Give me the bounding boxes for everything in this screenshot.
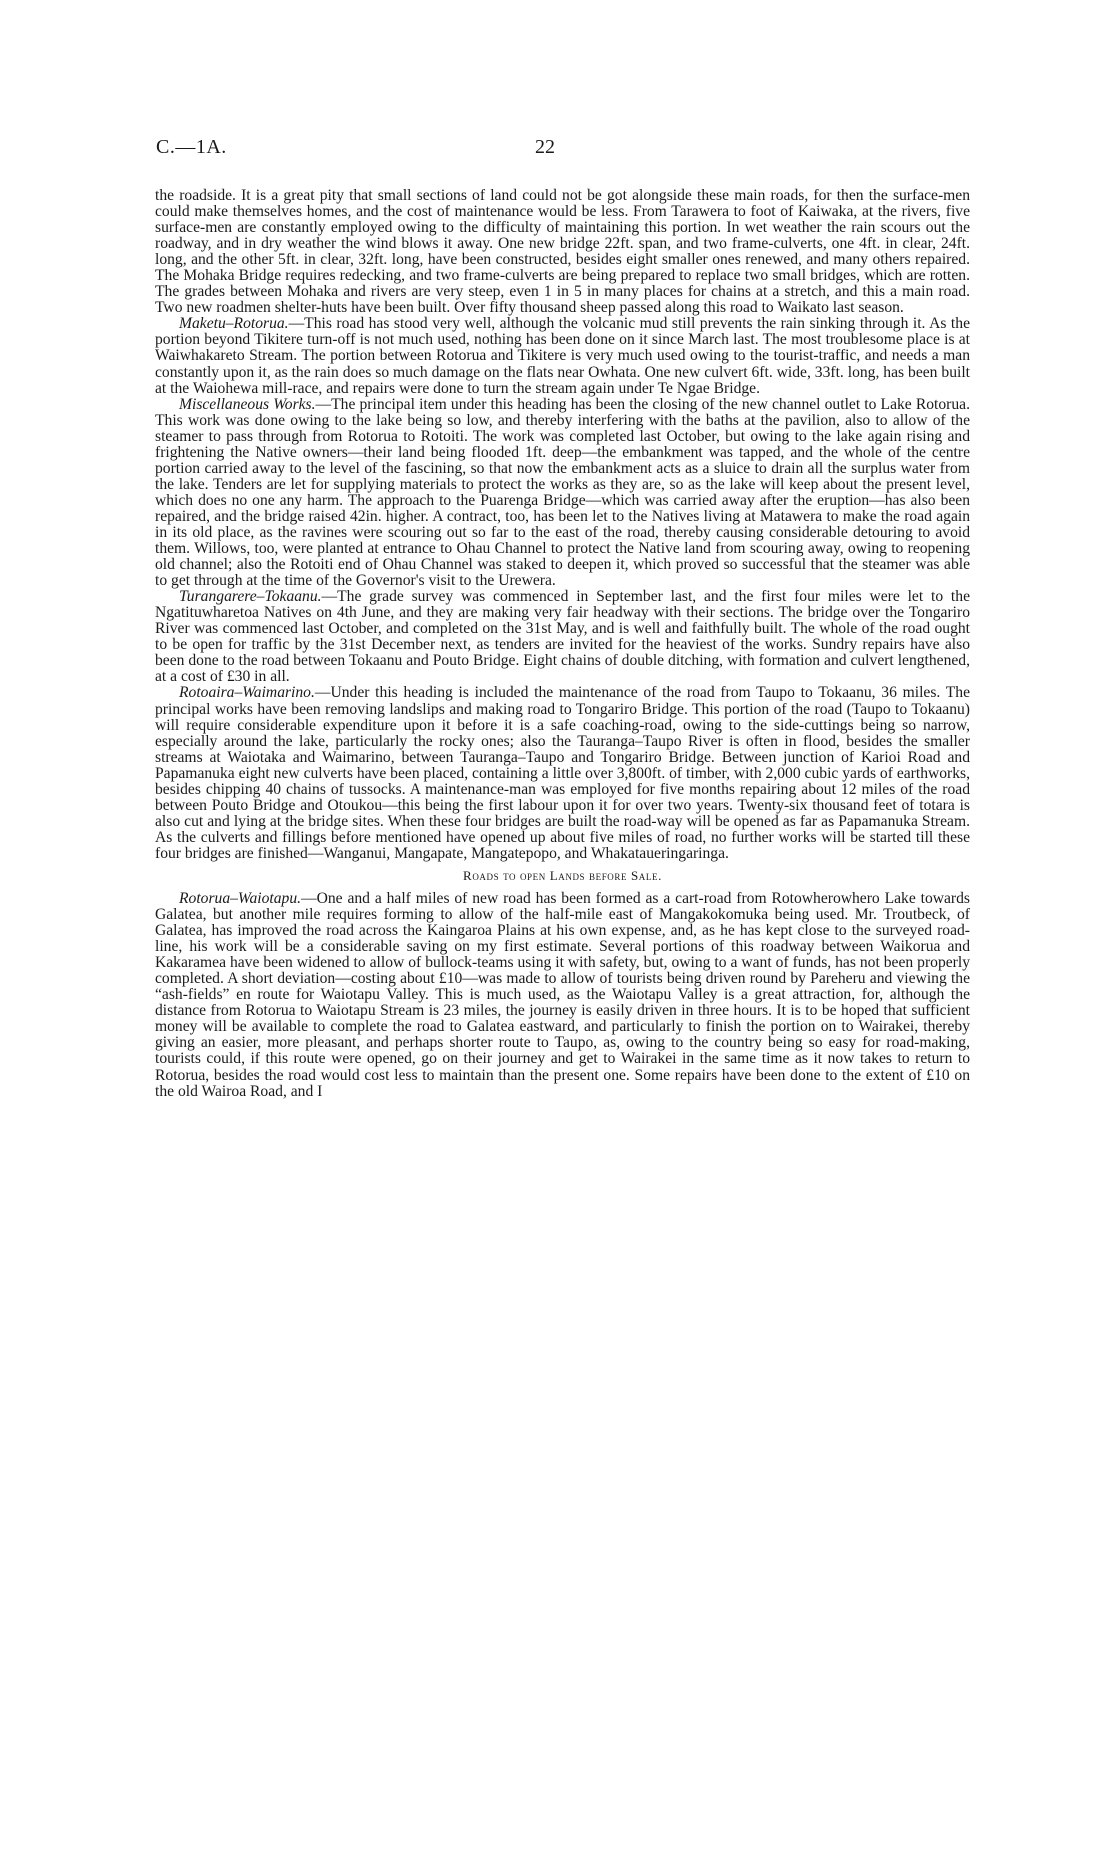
- paragraph-lead: Turangarere–Tokaanu.: [179, 588, 322, 606]
- page-header: [150, 136, 970, 166]
- paragraph-lead: Miscellaneous Works.: [179, 395, 316, 413]
- paragraph-text: —Under this heading is included the maintenance of the road from Taupo to Tokaanu, 36 miles. The principal works have been removing landslips and making road to Tongariro Bridge. This portion of the road (Taupo to Tokaanu) will require considerable expenditure upon it before it is a safe coaching-road, owing to the side-cuttings being so narrow, especially around the lake, particularly the rocky ones; also the Tauranga–Taupo River is often in flood, besides the smaller streams at Waiotaka and Waimarino, between Tauranga–Taupo and Tongariro Bridge. Between junction of Karioi Road and Papamanuka eight new culverts have been placed, containing a little over 3,800ft. of timber, with 2,000 cubic yards of earthworks, besides chipping 40 chains of tussocks. A maintenance-man was employed for five months repairing about 12 miles of the road between Pouto Bridge and Otoukou—this being the first labour upon it for over two years. Twenty-six thousand feet of totara is also cut and lying at the bridge sites. When these four bridges are built the road-way will be opened as far as Papamanuka Stream. As the culverts and fillings before mentioned have opened up about five miles of road, no further works will be started till these four bridges are finished—Wanganui, Mangapate, Mangatepopo, and Whakataueringaringa.: [155, 684, 970, 862]
- paragraph-miscellaneous-works: [155, 397, 970, 590]
- paragraph-maketu-rotorua: [155, 316, 970, 396]
- paragraph-lead: Maketu–Rotorua.: [179, 315, 289, 333]
- paragraph-lead: Rotorua–Waiotapu.: [179, 890, 302, 908]
- paragraph-turangarere-tokaanu: [155, 589, 970, 685]
- paragraph-text: —The grade survey was commenced in September last, and the first four miles were let to the Ngatituwharetoa Natives on 4th June, and they are making very fair headway with their sections. The bridge over the Tongariro River was commenced last October, and completed on the 31st May, and is well and faithfully built. The whole of the road ought to be open for traffic by the 31st December next, as tenders are invited for the heaviest of the works. Sundry repairs have also been done to the road between Tokaanu and Pouto Bridge. Eight chains of double ditching, with formation and culvert lengthened, at a cost of £30 in all.: [155, 588, 970, 686]
- document-reference: C.—1A.: [156, 136, 227, 158]
- page-number: 22: [535, 136, 555, 158]
- paragraph-text: —This road has stood very well, although the volcanic mud still prevents the rain sinking through it. As the portion beyond Tikitere turn-off is not much used, nothing has been done on it since March last. The most troublesome place is at Waiwhakareto Stream. The portion between Rotorua and Tikitere is very much used owing to the tourist-traffic, and needs a man constantly upon it, as the rain does so much damage on the flats near Owhata. One new culvert 6ft. wide, 33ft. long, has been built at the Waiohewa mill-race, and repairs were done to turn the stream again under Te Ngae Bridge.: [155, 315, 970, 397]
- paragraph-text: —One and a half miles of new road has been formed as a cart-road from Rotowherowhero Lake towards Galatea, but another mile requires forming to allow of the half-mile east of Mangakokomuka being used. Mr. Troutbeck, of Galatea, has improved the road across the Kaingaroa Plains at his own expense, and, as he has kept close to the surveyed road-line, his work will be a considerable saving on my first estimate. Several portions of this roadway between Waikorua and Kakaramea have been widened to allow of bullock-teams using it with safety, but, owing to a want of funds, has not been properly completed. A short deviation—costing about £10—was made to allow of tourists being driven round by Pareheru and viewing the “ash-fields” en route for Waiotapu Valley. This is much used, as the Waiotapu Valley is a great attraction, for, although the distance from Rotorua to Waiotapu Stream is 23 miles, the journey is easily driven in three hours. It is to be hoped that sufficient money will be available to complete the road to Galatea eastward, and particularly to finish the portion on to Wairakei, thereby giving an easier, more pleasant, and perhaps shorter route to Taupo, as, owing to the country being so easy for road-making, tourists could, if this route were opened, go on their journey and get to Wairakei in the same time as it now takes to return to Rotorua, besides the road would cost less to maintain than the present one. Some repairs have been done to the extent of £10 on the old Wairoa Road, and I: [155, 890, 970, 1100]
- paragraph-text: the roadside. It is a great pity that small sections of land could not be got alongside these main roads, for then the surface-men could make themselves homes, and the cost of maintenance would be less. From Tarawera to foot of Kaiwaka, at the rivers, five surface-men are constantly employed owing to the difficulty of maintaining this portion. In wet weather the rain scours out the roadway, and in dry weather the wind blows it away. One new bridge 22ft. span, and two frame-culverts, one 4ft. in clear, 24ft. long, and the other 5ft. in clear, 32ft. long, have been constructed, besides eight smaller ones renewed, and many others repaired. The Mohaka Bridge requires redecking, and two frame-culverts are being prepared to replace two small bridges, which are rotten. The grades between Mohaka and rivers are very steep, even 1 in 5 in many places for chains at a stretch, and this a main road. Two new roadmen shelter-huts have been built. Over fifty thousand sheep passed along this road to Waikato last season.: [155, 187, 970, 317]
- section-heading: Roads to open Lands before Sale.: [463, 867, 662, 883]
- body-text: [155, 188, 970, 1100]
- paragraph-lead: Rotoaira–Waimarino.: [179, 684, 315, 702]
- paragraph-rotoaira-waimarino: [155, 685, 970, 862]
- paragraph-text: —The principal item under this heading has been the closing of the new channel outlet to Lake Rotorua. This work was done owing to the lake being so low, and thereby interfering with the baths at the pavilion, also to allow of the steamer to pass through from Rotorua to Rotoiti. The work was completed last October, but owing to the lake again rising and frightening the Native owners—their land being flooded 1ft. deep—the embankment was tapped, and the whole of the centre portion carried away to the level of the fascining, so that now the embankment acts as a sluice to drain all the surplus water from the lake. Tenders are let for supplying materials to protect the works as they are, so as the lake will keep about the present level, which does no one any harm. The approach to the Puarenga Bridge—which was carried away after the eruption—has also been repaired, and the bridge raised 42in. higher. A contract, too, has been let to the Natives living at Matawera to make the road again in its old place, as the ravines were scouring out so far to the east of the road, thereby causing considerable detouring to avoid them. Willows, too, were planted at entrance to Ohau Channel to protect the Native land from scouring away, owing to reopening old channel; also the Rotoiti end of Ohau Channel was staked to deepen it, which proved so successful that the steamer was able to get through at the time of the Governor's visit to the Urewera.: [155, 395, 970, 590]
- paragraph-rotorua-waiotapu: [155, 891, 970, 1100]
- paragraph-continuation: [155, 188, 970, 316]
